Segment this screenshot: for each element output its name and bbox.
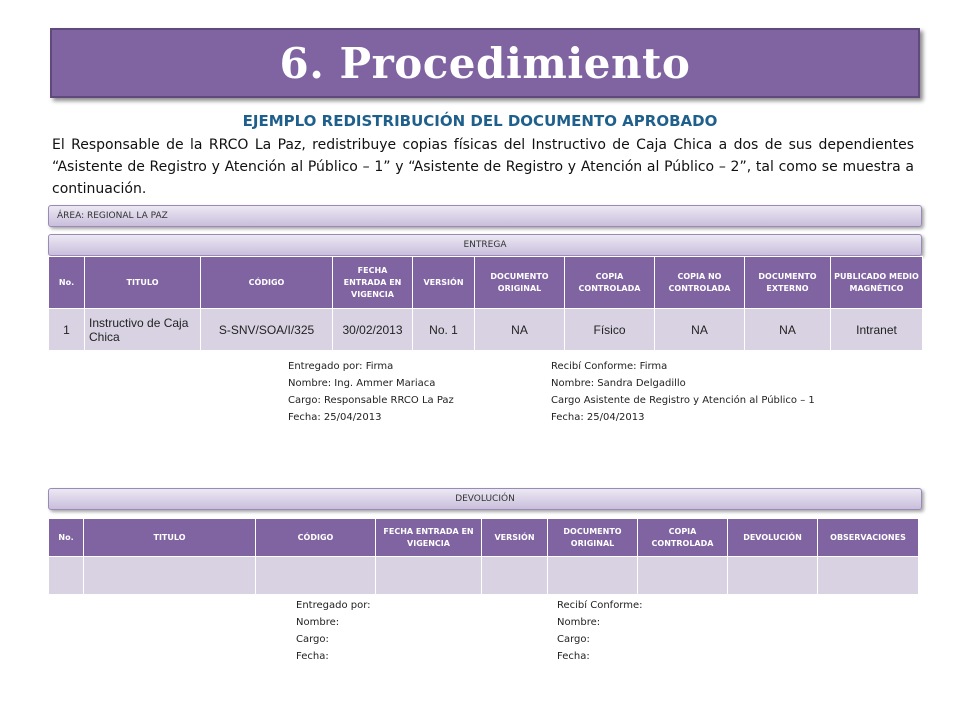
table-cell — [49, 557, 84, 595]
table-cell: 30/02/2013 — [333, 309, 413, 351]
header-cell: COPIA CONTROLADA — [565, 257, 655, 309]
header-cell: No. — [49, 519, 84, 557]
header-cell: OBSERVACIONES — [818, 519, 919, 557]
table-cell — [376, 557, 482, 595]
signature-line: Cargo: — [557, 634, 590, 645]
devolucion-header-row — [49, 519, 919, 557]
signature-line: Nombre: — [557, 617, 601, 628]
header-cell: TITULO — [85, 257, 201, 309]
entrega-header-row — [49, 257, 923, 309]
signature-line: Nombre: Ing. Ammer Mariaca — [288, 378, 436, 389]
table-cell — [256, 557, 376, 595]
header-cell: COPIA NO CONTROLADA — [655, 257, 745, 309]
entrega-table — [48, 256, 923, 351]
header-cell: FECHA ENTRADA EN VIGENCIA — [333, 257, 413, 309]
header-cell: VERSIÓN — [482, 519, 548, 557]
signature-line: Cargo: Responsable RRCO La Paz — [288, 395, 454, 406]
table-cell: Intranet — [831, 309, 923, 351]
header-cell: VERSIÓN — [413, 257, 475, 309]
table-cell: NA — [475, 309, 565, 351]
header-cell: CÓDIGO — [201, 257, 333, 309]
subtitle: EJEMPLO REDISTRIBUCIÓN DEL DOCUMENTO APROBADO — [242, 112, 718, 130]
signature-line: Cargo: — [296, 634, 329, 645]
signature-line: Fecha: 25/04/2013 — [288, 412, 382, 423]
signature-line: Fecha: — [557, 651, 590, 662]
table-cell: NA — [655, 309, 745, 351]
signature-line: Entregado por: — [296, 600, 371, 611]
slide-title-banner — [50, 28, 920, 98]
signature-line: Nombre: Sandra Delgadillo — [551, 378, 686, 389]
header-cell: DOCUMENTO ORIGINAL — [548, 519, 638, 557]
table-cell: No. 1 — [413, 309, 475, 351]
header-cell: PUBLICADO MEDIO MAGNÉTICO — [831, 257, 923, 309]
signature-line: Cargo Asistente de Registro y Atención al Público – 1 — [551, 395, 815, 406]
table-cell — [818, 557, 919, 595]
header-cell: DOCUMENTO ORIGINAL — [475, 257, 565, 309]
header-cell: No. — [49, 257, 85, 309]
entrega-received-by-block — [551, 358, 815, 426]
table-cell — [728, 557, 818, 595]
header-cell: DOCUMENTO EXTERNO — [745, 257, 831, 309]
devolucion-delivered-by-block — [296, 597, 371, 665]
devolucion-table — [48, 518, 919, 595]
table-cell: Instructivo de Caja Chica — [85, 309, 201, 351]
devolucion-received-by-block — [557, 597, 643, 665]
table-row — [49, 557, 919, 595]
signature-line: Fecha: — [296, 651, 329, 662]
table-cell: S-SNV/SOA/I/325 — [201, 309, 333, 351]
area-bar: ÁREA: REGIONAL LA PAZ — [48, 205, 922, 227]
table-cell: Físico — [565, 309, 655, 351]
entrega-bar: ENTREGA — [48, 234, 922, 256]
slide-title: 6. Procedimiento — [279, 38, 691, 88]
devolucion-bar: DEVOLUCIÓN — [48, 488, 922, 510]
header-cell: DEVOLUCIÓN — [728, 519, 818, 557]
signature-line: Recibí Conforme: — [557, 600, 643, 611]
signature-line: Nombre: — [296, 617, 340, 628]
header-cell: CÓDIGO — [256, 519, 376, 557]
table-row — [49, 309, 923, 351]
table-cell: NA — [745, 309, 831, 351]
signature-line: Recibí Conforme: Firma — [551, 361, 668, 372]
intro-paragraph: El Responsable de la RRCO La Paz, redistribuye copias físicas del Instructivo de Caja Chica a dos de sus dependientes “Asistente de Registro y Atención al Público – 1” y “Asistente de Registro y Atención al Público – 2”, tal como se muestra a continuación. — [52, 137, 914, 197]
header-cell: TITULO — [84, 519, 256, 557]
table-cell — [638, 557, 728, 595]
signature-line: Entregado por: Firma — [288, 361, 394, 372]
signature-line: Fecha: 25/04/2013 — [551, 412, 645, 423]
table-cell: 1 — [49, 309, 85, 351]
entrega-delivered-by-block — [288, 358, 454, 426]
table-cell — [84, 557, 256, 595]
table-cell — [548, 557, 638, 595]
header-cell: COPIA CONTROLADA — [638, 519, 728, 557]
header-cell: FECHA ENTRADA EN VIGENCIA — [376, 519, 482, 557]
table-cell — [482, 557, 548, 595]
